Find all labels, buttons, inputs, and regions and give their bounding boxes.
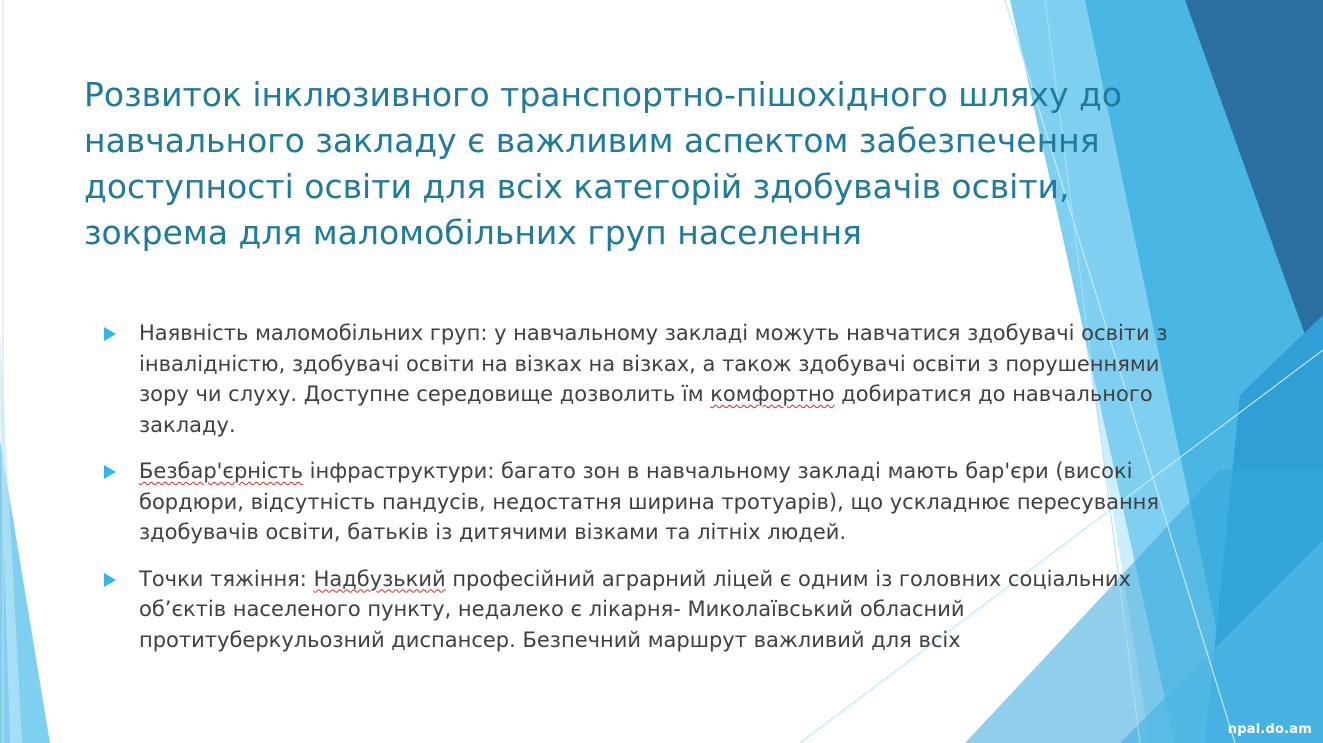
bullet-text: Точки тяжіння: bbox=[139, 566, 314, 591]
triangle-right-icon bbox=[104, 465, 116, 479]
bullet-text: добиратися до навчального закладу. bbox=[139, 382, 1153, 437]
spellcheck-flagged-word[interactable]: Безбар'єрність bbox=[139, 459, 303, 483]
spellcheck-flagged-word[interactable]: комфортно bbox=[710, 382, 835, 406]
bullet-text: професійний аграрний ліцей є одним із головних соціальних об’єктів населеного пункту, недалеко є лікарня- Миколаївський обласний протитуберкульозний диспансер. Безпечний маршрут важливий для всіх bbox=[139, 566, 1131, 652]
bullet-item-accessibility-groups bbox=[100, 318, 1210, 440]
triangle-right-icon bbox=[104, 327, 116, 341]
triangle-right-icon bbox=[104, 573, 116, 587]
spellcheck-flagged-word[interactable]: Надбузький bbox=[313, 566, 446, 591]
slide-title: Розвиток інклюзивного транспортно-пішохідного шляху до навчального закладу є важливим аспектом забезпечення доступності освіти для всіх категорій здобувачів освіти, зокрема для маломобільних груп населення bbox=[84, 75, 1122, 252]
bullet-text: інфраструктури: багато зон в навчальному закладі мають бар'єри (високі бордюри, відсутність пандусів, недостатня ширина тротуарів), що ускладнює пересування здобувачів освіти, батьків із дитячими візками та літніх людей. bbox=[139, 459, 1160, 544]
bullet-item-points-of-attraction bbox=[100, 564, 1210, 656]
watermark: npal.do.am bbox=[1227, 722, 1312, 737]
bullet-text: Наявність маломобільних груп: у навчальному закладі можуть навчатися здобувачі освіти з інвалідністю, здобувачі освіти на візках на візках, а також здобувачі освіти з порушеннями зору чи слуху. Доступне середовище дозволить їм bbox=[139, 321, 1168, 406]
bullet-item-barrier-free-infrastructure bbox=[100, 456, 1210, 548]
bullet-list bbox=[100, 318, 1210, 671]
